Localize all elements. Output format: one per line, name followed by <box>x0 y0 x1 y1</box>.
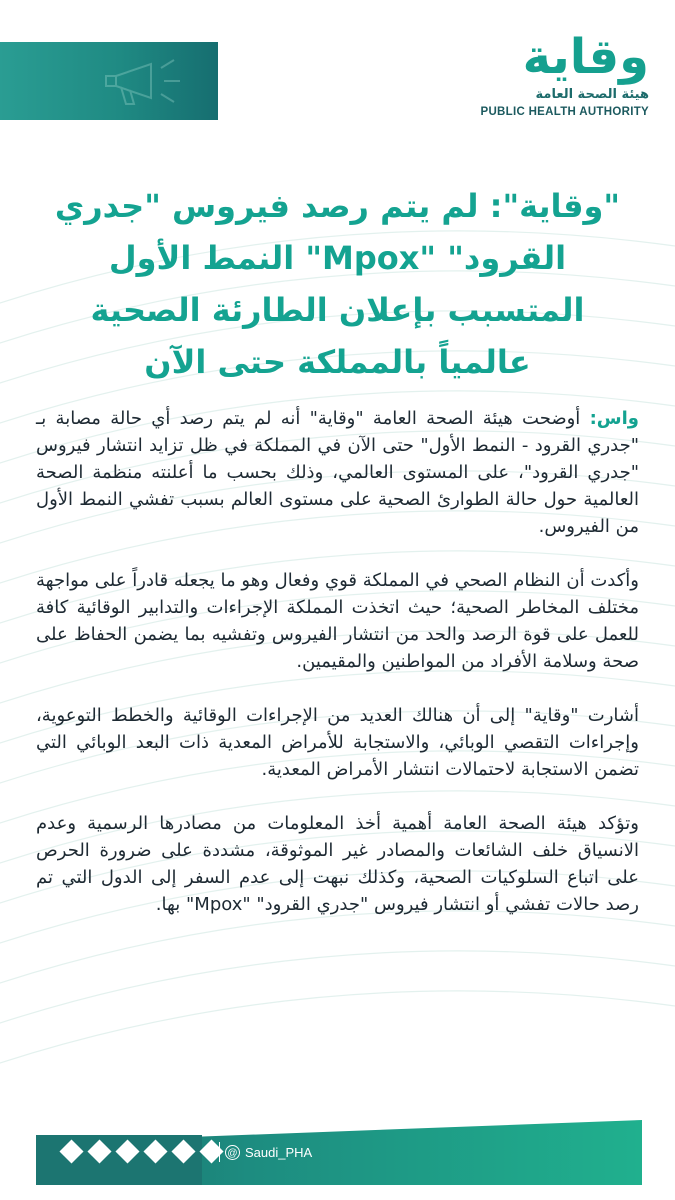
diamond-shape <box>143 1139 167 1163</box>
logo-subtitle-en: PUBLIC HEALTH AUTHORITY <box>480 106 649 118</box>
paragraph-1-text: أوضحت هيئة الصحة العامة "وقاية" أنه لم يتم رصد أي حالة مصابة بـ "جدري القرود - النمط الأول" حتى الآن في المملكة في ظل تزايد انتشار فيروس "جدري القرود"، على المستوى العالمي، وذلك بحسب ما أعلنته منظمة الصحة العالمية حول حالة الطوارئ الصحية على مستوى العالم بسبب تفشي النمط الأول من الفيروس. <box>36 408 639 537</box>
paragraph-4: وتؤكد هيئة الصحة العامة أهمية أخذ المعلومات من مصادرها الرسمية وعدم الانسياق خلف الشائعات والمصادر غير الموثوقة، مشددة على ضرورة الحرص على اتباع السلوكيات الصحية، وكذلك نبهت إلى عدم السفر إلى الدول التي تم رصد حالات تفشي أو انتشار فيروس "جدري القرود" "Mpox" بها. <box>36 813 639 915</box>
pha-logo <box>449 28 649 120</box>
social-handle-text: Saudi_PHA <box>245 1144 313 1160</box>
article-body <box>36 405 639 945</box>
social-handle[interactable] <box>215 1141 312 1163</box>
paragraph-3: أشارت "وقاية" إلى أن هنالك العديد من الإجراءات الوقائية والخطط التوعوية، وإجراءات التقصي الوبائي، والاستجابة للأمراض المعدية ذات البعد الوبائي التي تضمن الاستجابة لاحتمالات انتشار الأمراض المعدية. <box>36 705 639 780</box>
diamond-shape <box>115 1139 139 1163</box>
footer-diamonds <box>60 1139 223 1164</box>
logo-name-ar: وقاية <box>522 29 649 85</box>
paragraph-1 <box>36 405 639 540</box>
logo-subtitle-ar: هيئة الصحة العامة <box>535 87 649 102</box>
megaphone-icon <box>96 46 216 116</box>
source-lead: واس: <box>589 408 639 429</box>
at-icon: @ <box>225 1145 240 1160</box>
diamond-shape <box>59 1139 83 1163</box>
diamond-shape <box>87 1139 111 1163</box>
footer-separator <box>219 1142 220 1162</box>
paragraph-2: وأكدت أن النظام الصحي في المملكة قوي وفعال وهو ما يجعله قادراً على مواجهة مختلف المخاطر الصحية؛ حيث اتخذت المملكة الإجراءات والتدابير الوقائية كافة للعمل على قوة الرصد والحد من انتشار الفيروس وتفشيه بما يضمن الحفاظ على صحة وسلامة الأفراد من المواطنين والمقيمين. <box>36 570 639 672</box>
diamond-shape <box>171 1139 195 1163</box>
headline: "وقاية": لم يتم رصد فيروس "جدري القرود" "Mpox" النمط الأول المتسبب بإعلان الطارئة الصحية عالمياً بالمملكة حتى الآن <box>54 187 621 381</box>
